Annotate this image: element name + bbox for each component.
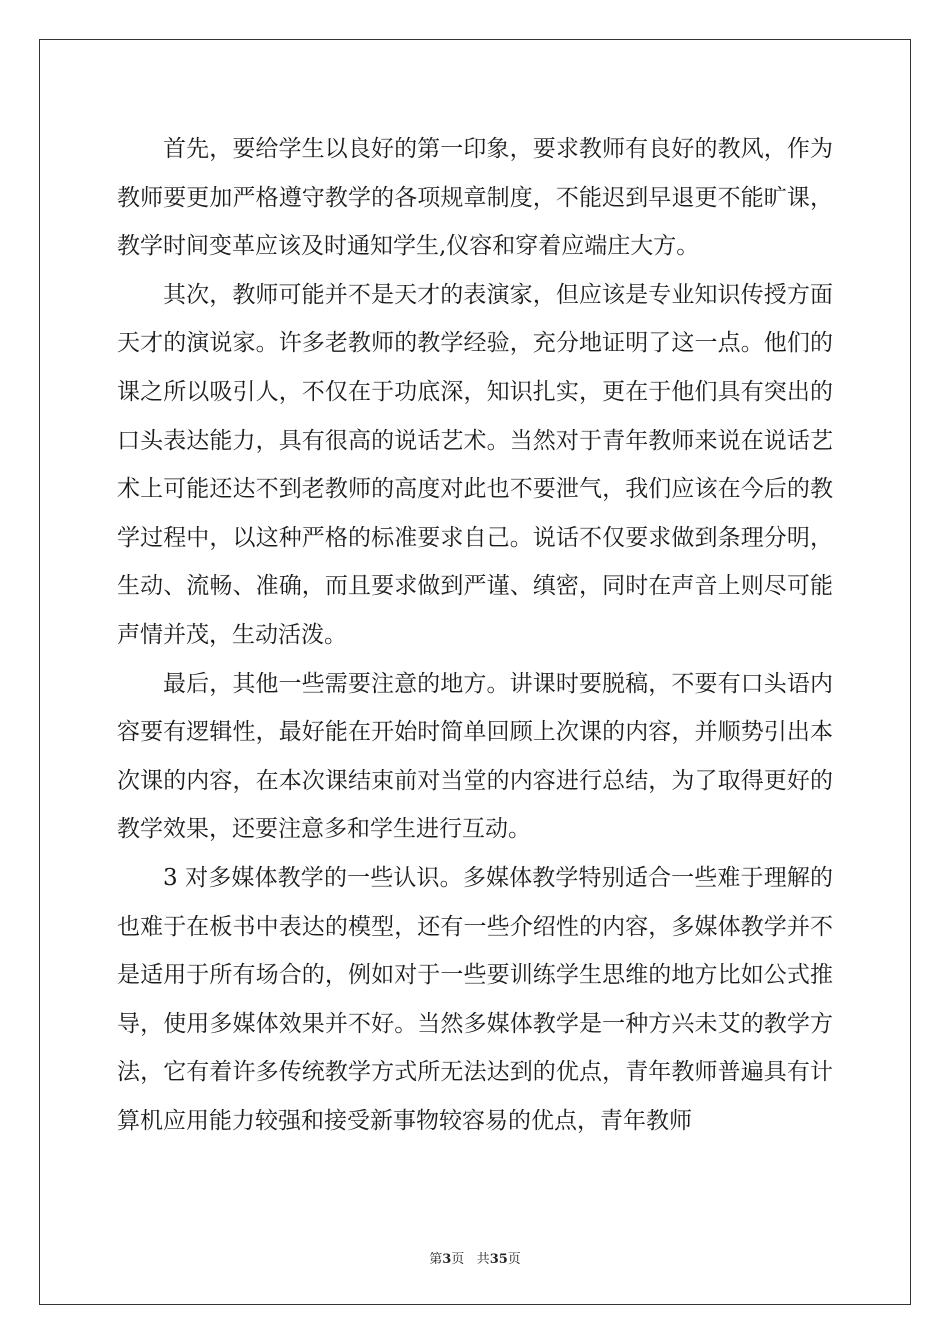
page-number: 3 (442, 1252, 452, 1267)
page-prefix: 第 (429, 1252, 443, 1267)
page-footer (0, 1248, 950, 1267)
document-body (117, 125, 833, 1145)
paragraph-1: 首先，要给学生以良好的第一印象，要求教师有良好的教风，作为教师要更加严格遵守教学的各项规章制度，不能迟到早退更不能旷课，教学时间变革应该及时通知学生,仪容和穿着应端庄大方。 (117, 136, 833, 260)
paragraph-2: 其次，教师可能并不是天才的表演家，但应该是专业知识传授方面天才的演说家。许多老教师的教学经验，充分地证明了这一点。他们的课之所以吸引人，不仅在于功底深，知识扎实，更在于他们具有突出的口头表达能力，具有很高的说话艺术。当然对于青年教师来说在说话艺术上可能还达不到老教师的高度对此也不要泄气，我们应该在今后的教学过程中，以这种严格的标准要求自己。说话不仅要求做到条理分明，生动、流畅、准确，而且要求做到严谨、缜密，同时在声音上则尽可能声情并茂，生动活泼。 (117, 281, 833, 648)
total-prefix: 共 (476, 1252, 490, 1267)
paragraph-3: 最后，其他一些需要注意的地方。讲课时要脱稿，不要有口头语内容要有逻辑性，最好能在开始时简单回顾上次课的内容，并顺势引出本次课的内容，在本次课结束前对当堂的内容进行总结，为了取得更好的教学效果，还要注意多和学生进行互动。 (117, 670, 833, 843)
paragraph-4: 3 对多媒体教学的一些认识。多媒体教学特别适合一些难于理解的也难于在板书中表达的模型，还有一些介绍性的内容，多媒体教学并不是适用于所有场合的，例如对于一些要训练学生思维的地方比如公式推导，使用多媒体效果并不好。当然多媒体教学是一种方兴未艾的教学方法，它有着许多传统教学方式所无法达到的优点，青年教师普遍具有计算机应用能力较强和接受新事物较容易的优点，青年教师 (117, 864, 833, 1134)
total-pages: 35 (489, 1252, 508, 1267)
page-suffix: 页 (451, 1252, 465, 1267)
total-suffix: 页 (507, 1252, 521, 1267)
